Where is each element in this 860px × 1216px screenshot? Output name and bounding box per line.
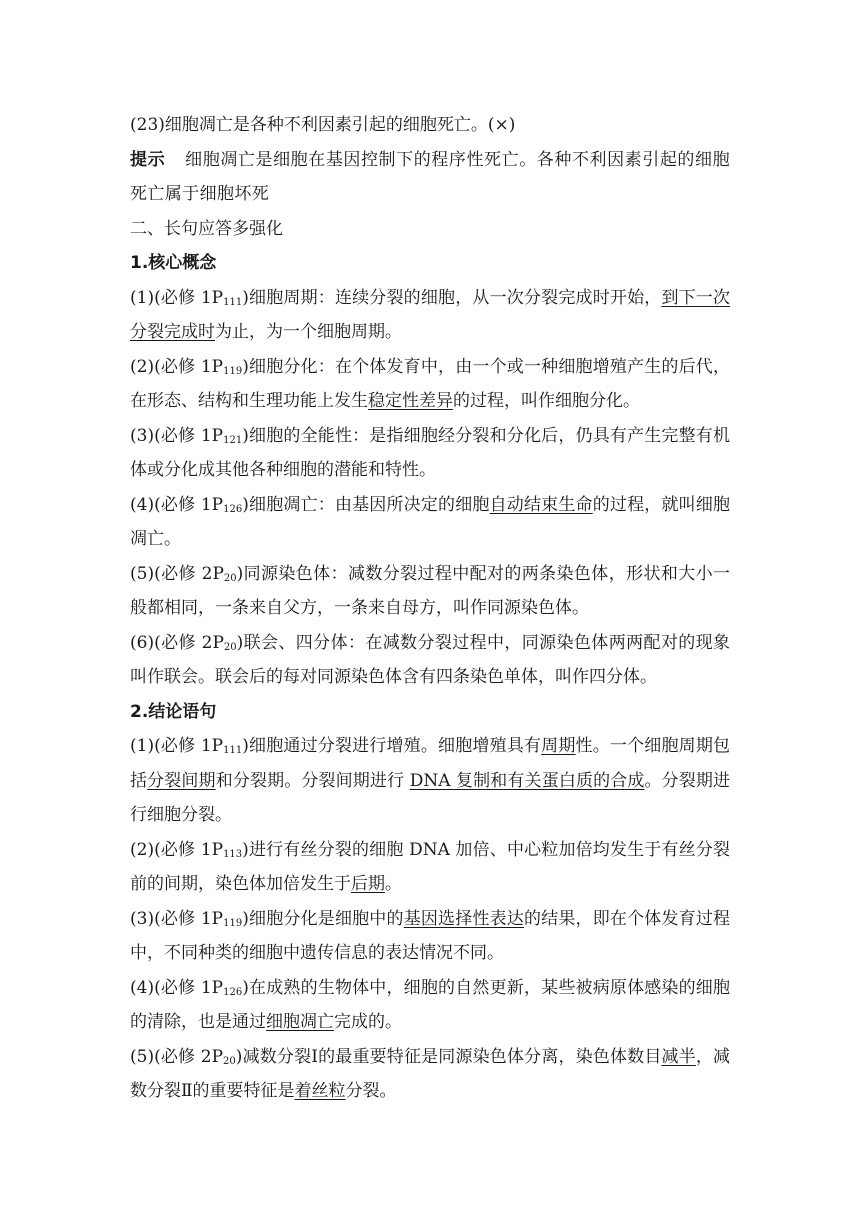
- core-item-6: (6)(必修 $2P_{20}$)联会、四分体：在减数分裂过程中，同源染色体两两配对的现象叫作联会。联会后的每对同源染色体含有四条染色单体，叫作四分体。: [130, 632, 730, 687]
- core-item-2: (2)(必修 $1P_{119}$)细胞分化：在个体发育中，由一个或一种细胞增殖产生的后代，在形态、结构和生理功能上发生稳定性差异的过程，叫作细胞分化。: [130, 356, 730, 411]
- answer-underline: 基因选择性表达: [403, 908, 524, 929]
- core-item-3: (3)(必修 $1P_{121}$)细胞的全能性：是指细胞经分裂和分化后，仍具有产生完整有机体或分化成其他各种细胞的潜能和特性。: [130, 425, 730, 480]
- question-23: (23)细胞凋亡是各种不利因素引起的细胞死亡。(×): [130, 115, 516, 135]
- conclusion-item-1: (1)(必修 $1P_{111}$)细胞通过分裂进行增殖。细胞增殖具有周期性。一个细胞周期包括分裂间期和分裂期。分裂间期进行 DNA 复制和有关蛋白质的合成。分裂期进行细胞分裂。: [130, 736, 731, 825]
- answer-underline: 稳定性差异: [368, 391, 453, 411]
- conclusion-item-3: (3)(必修 $1P_{119}$)细胞分化是细胞中的基因选择性表达的结果，即在个体发育过程中，不同种类的细胞中遗传信息的表达情况不同。: [130, 908, 731, 963]
- section-title: 二、长句应答多强化: [130, 218, 283, 239]
- document-page: [130, 108, 730, 1109]
- hint-paragraph: [130, 143, 730, 212]
- conclusion-item-5: (5)(必修 $2P_{20}$)减数分裂Ⅰ的最重要特征是同源染色体分离，染色体数目减半，减数分裂Ⅱ的重要特征是着丝粒分裂。: [130, 1046, 731, 1101]
- answer-underline: 减半: [661, 1046, 696, 1067]
- answer-underline: 分裂间期: [147, 770, 216, 791]
- hint-label: 提示: [130, 149, 166, 170]
- core-item-1: (1)(必修 $1P_{111}$)细胞周期：连续分裂的细胞，从一次分裂完成时开始，到下一次分裂完成时为止，为一个细胞周期。: [130, 287, 730, 342]
- answer-underline: 自动结束生命: [489, 494, 593, 515]
- answer-underline: 周期: [541, 736, 576, 756]
- answer-underline: 细胞凋亡: [266, 1012, 334, 1032]
- conclusions-heading: 2.结论语句: [130, 701, 217, 722]
- answer-underline: 到下一次分裂完成时: [130, 287, 730, 342]
- hint-text: 细胞凋亡是细胞在基因控制下的程序性死亡。各种不利因素引起的细胞死亡属于细胞坏死: [130, 149, 730, 204]
- conclusion-item-4: (4)(必修 $1P_{126}$)在成熟的生物体中，细胞的自然更新，某些被病原体感染的细胞的清除，也是通过细胞凋亡完成的。: [130, 977, 730, 1032]
- answer-underline: 后期: [351, 874, 385, 894]
- conclusion-item-2: (2)(必修 $1P_{113}$)进行有丝分裂的细胞 DNA 加倍、中心粒加倍均发生于有丝分裂前的间期，染色体加倍发生于后期。: [130, 839, 730, 894]
- core-item-4: (4)(必修 $1P_{126}$)细胞凋亡：由基因所决定的细胞自动结束生命的过程，就叫细胞凋亡。: [130, 494, 731, 549]
- answer-underline: DNA 复制和有关蛋白质的合成: [409, 770, 645, 791]
- core-concepts-heading: 1.核心概念: [130, 253, 217, 273]
- core-item-5: (5)(必修 $2P_{20}$)同源染色体：减数分裂过程中配对的两条染色体，形状和大小一般都相同，一条来自父方，一条来自母方，叫作同源染色体。: [130, 563, 730, 618]
- answer-underline: 着丝粒: [294, 1081, 346, 1101]
